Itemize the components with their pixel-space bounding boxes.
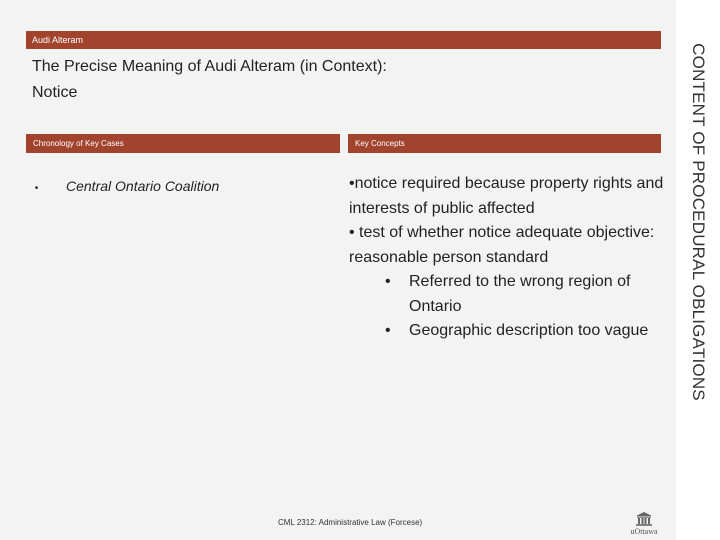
right-column-header-label: Key Concepts xyxy=(355,139,405,148)
right-column-header xyxy=(348,134,661,153)
logo-text: uOttawa xyxy=(630,527,658,536)
sub-concept-text: Referred to the wrong region of Ontario xyxy=(409,273,631,315)
slide-title-line-2: Notice xyxy=(32,84,78,101)
footer-text: CML 2312: Administrative Law (Forcese) xyxy=(278,518,423,527)
key-cases-list xyxy=(32,178,332,194)
left-column-header-label: Chronology of Key Cases xyxy=(33,139,124,148)
section-bar-label: Audi Alteram xyxy=(32,35,84,45)
concept-paragraph-1: •notice required because property rights and interests of public affected xyxy=(349,175,664,217)
case-name: Central Ontario Coalition xyxy=(66,178,220,194)
left-column-header xyxy=(26,134,340,153)
sub-concept-text: Geographic description too vague xyxy=(409,322,649,339)
list-item xyxy=(349,319,667,344)
vertical-title: CONTENT OF PROCEDURAL OBLIGATIONS xyxy=(689,43,708,401)
list-item xyxy=(32,178,332,194)
key-concepts-list xyxy=(349,172,667,344)
bullet-icon: • xyxy=(385,273,391,290)
bullet-icon: • xyxy=(385,322,391,339)
slide-title xyxy=(32,54,492,106)
university-building-icon xyxy=(636,512,652,526)
section-bar xyxy=(26,31,661,49)
slide-title-line-1: The Precise Meaning of Audi Alteram (in Context): xyxy=(32,58,387,75)
list-item xyxy=(349,270,667,319)
uottawa-logo xyxy=(624,512,664,538)
concept-paragraph-2: • test of whether notice adequate objective: reasonable person standard xyxy=(349,224,655,266)
bullet-icon: • xyxy=(32,183,39,194)
